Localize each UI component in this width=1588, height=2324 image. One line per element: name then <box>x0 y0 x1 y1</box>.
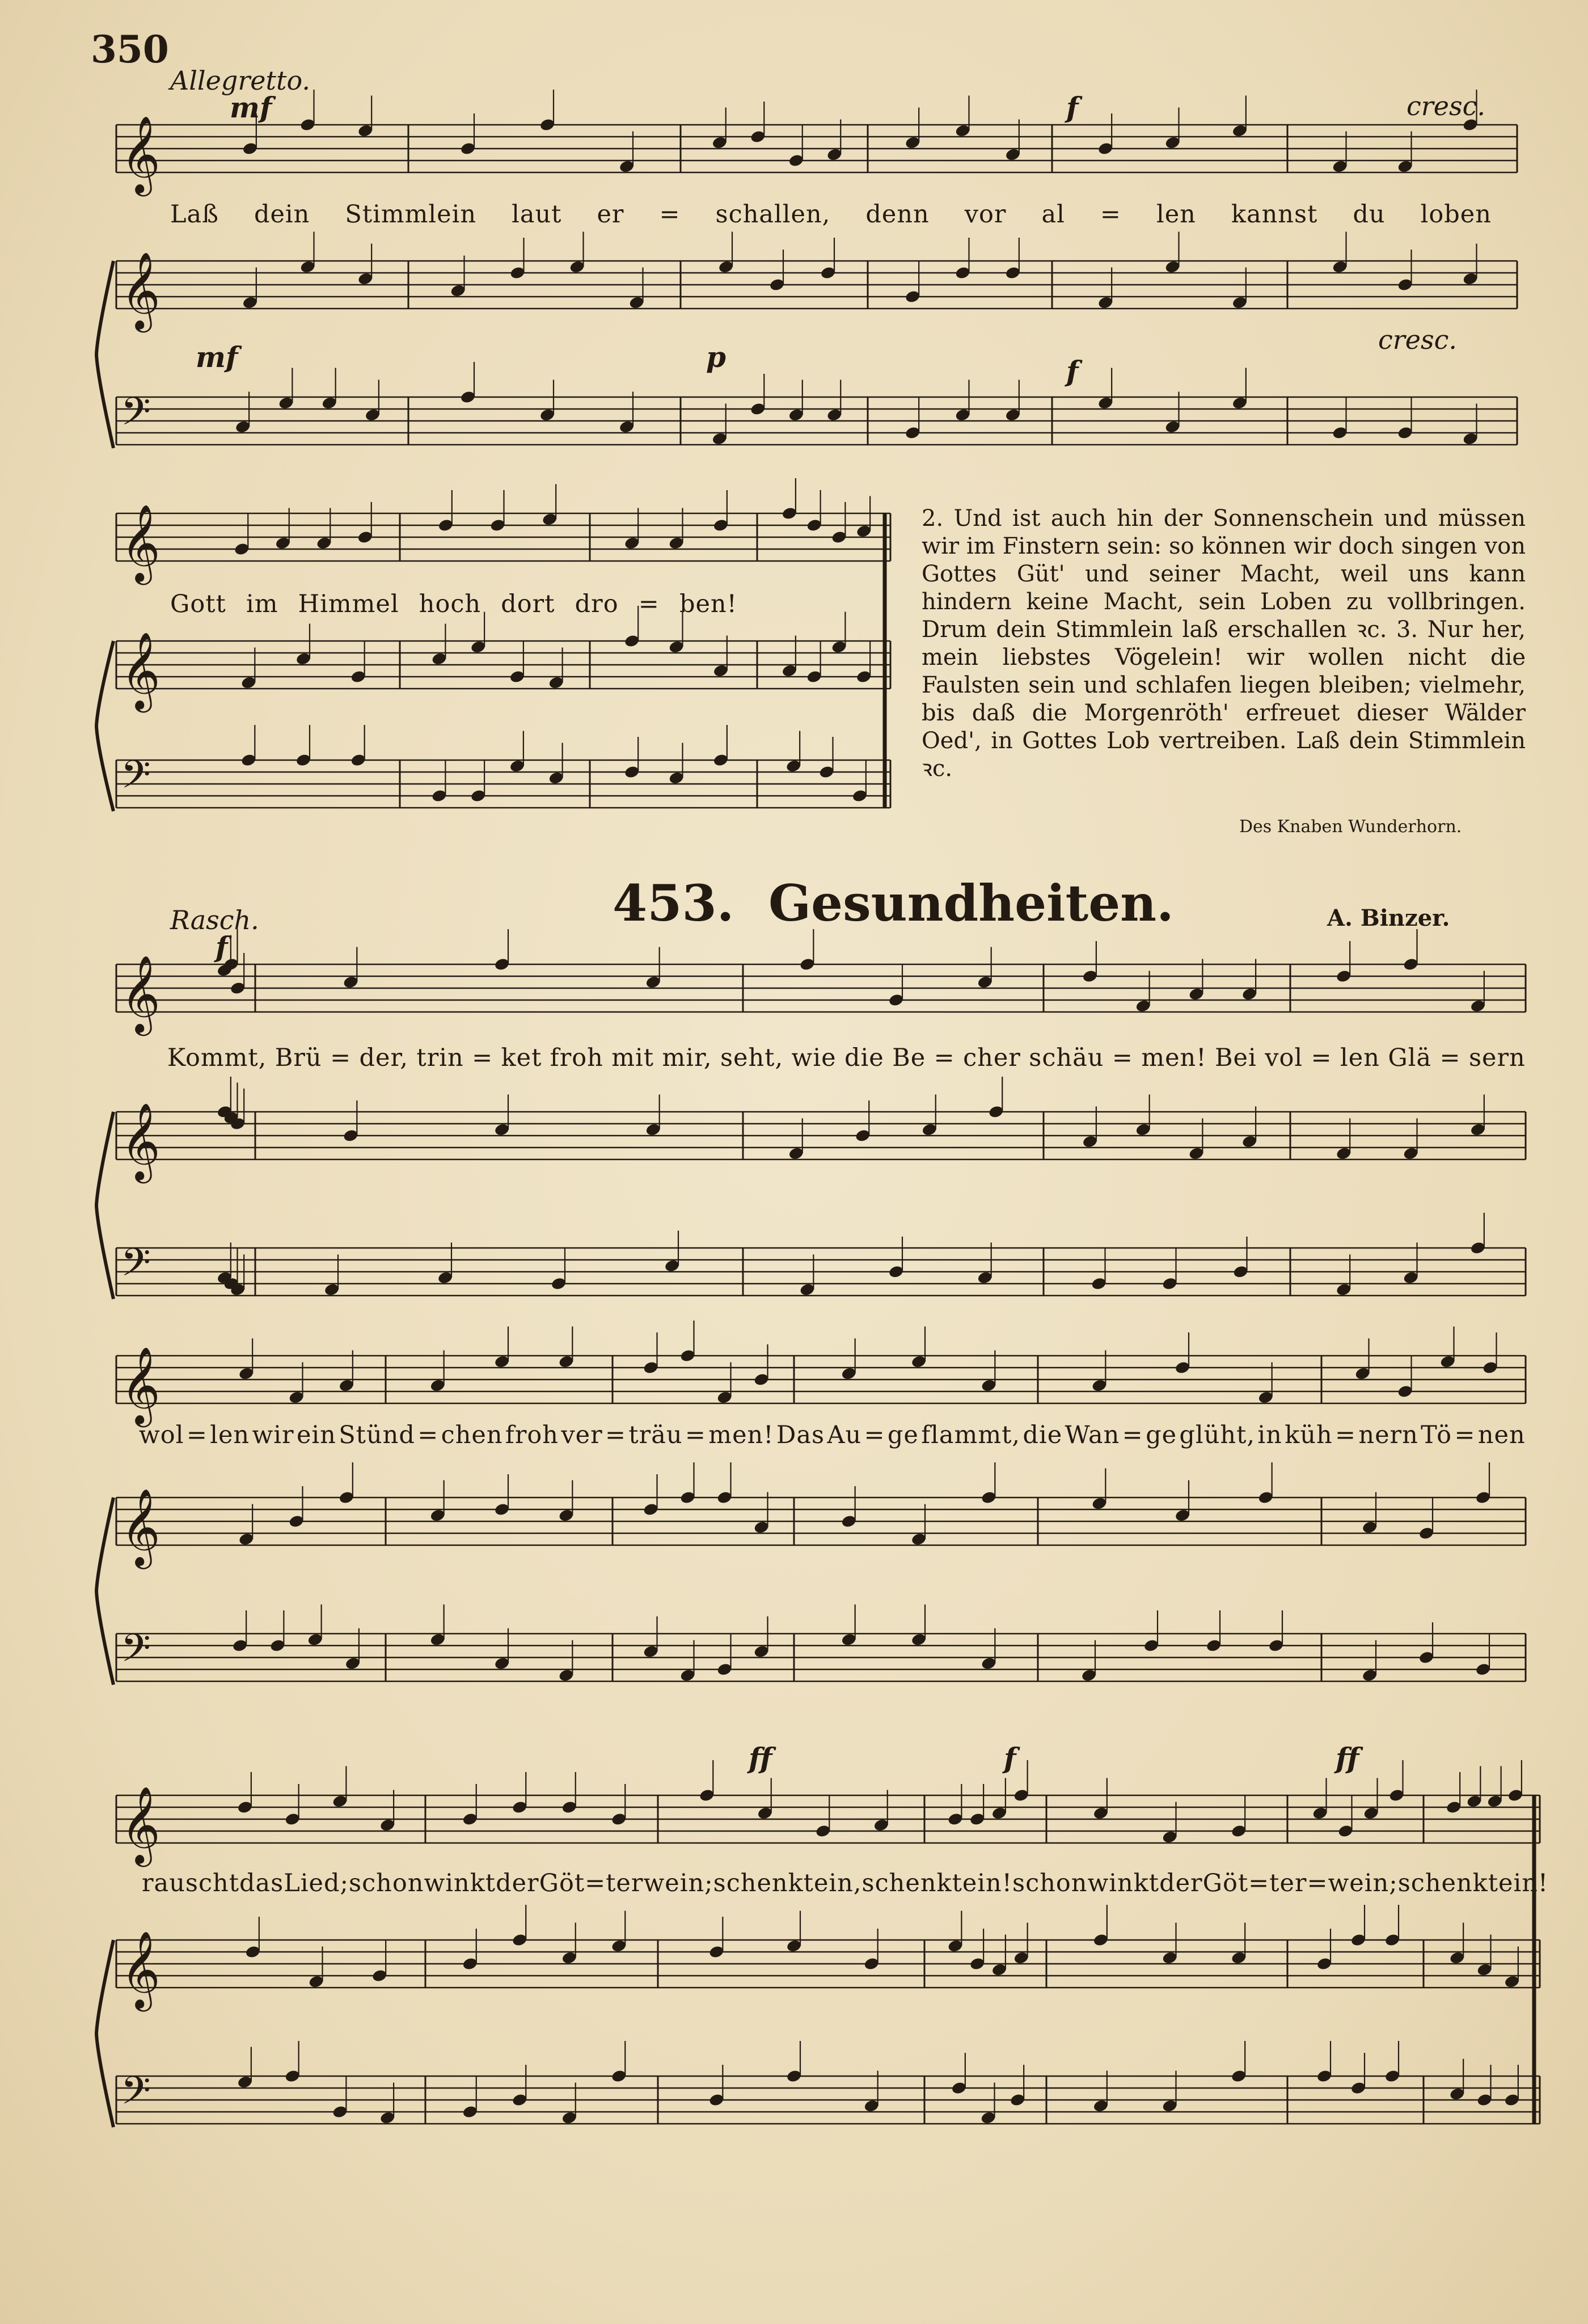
lyric-syllable: chen <box>441 1421 503 1449</box>
lyric-syllable: terwein; <box>606 1869 713 1897</box>
dyn-piano-p: p <box>706 340 726 374</box>
lyric-syllable: ket <box>501 1044 542 1072</box>
page-number: 350 <box>91 27 169 71</box>
bass-clef-icon: 𝄢 <box>121 753 151 807</box>
lyric-syllable: men! <box>1141 1044 1207 1072</box>
lyric-syllable: ein <box>296 1421 336 1449</box>
treble-clef-icon: 𝄞 <box>121 1930 161 2008</box>
dyn-piano-f: f <box>1066 355 1079 388</box>
dyn-voice-cresc: cresc. <box>1407 91 1485 121</box>
treble-clef-icon: 𝄞 <box>121 631 161 709</box>
bass-clef-icon: 𝄢 <box>121 2069 151 2123</box>
lyric-syllable: Laß <box>170 200 219 229</box>
lyric-syllable: glüht, <box>1179 1421 1256 1449</box>
lyric-syllable: Lied; <box>284 1869 349 1897</box>
lyric-syllable: = <box>472 1044 493 1072</box>
lyric-syllable: der <box>496 1869 539 1897</box>
lyric-syllable: schenkt <box>713 1869 814 1897</box>
lyric-syllable: ter <box>1269 1869 1307 1897</box>
lyric-syllable: Göt <box>1202 1869 1249 1897</box>
lyric-syllable: froh <box>550 1044 603 1072</box>
source-credit: Des Knaben Wunderhorn. <box>1239 817 1462 837</box>
lyric-syllable: wein; <box>1328 1869 1398 1897</box>
lyric-syllable: Be <box>892 1044 926 1072</box>
treble-clef-icon: 𝄞 <box>121 1785 161 1863</box>
lyric-syllable: ge <box>887 1421 919 1449</box>
lyric-syllable: = <box>330 1044 352 1072</box>
treble-clef-icon: 𝄞 <box>121 1487 161 1566</box>
lyric-syllable: ein, <box>813 1869 862 1897</box>
lyric-syllable: Wan <box>1065 1421 1120 1449</box>
lyric-syllable: = <box>1307 1869 1328 1897</box>
lyric-syllable: men! <box>708 1421 774 1449</box>
lyric-syllable: die <box>1023 1421 1063 1449</box>
lyric-syllable: schon <box>349 1869 424 1897</box>
lyric-syllable: = <box>1248 1869 1270 1897</box>
lyric-syllable: nen <box>1477 1421 1526 1449</box>
lyric-syllable: froh <box>505 1421 559 1449</box>
treble-clef-icon: 𝄞 <box>121 1346 161 1424</box>
lyric-syllable: vol <box>1265 1044 1303 1072</box>
lyric-syllable: denn <box>865 200 930 229</box>
song-title-text: Gesundheiten. <box>768 874 1174 933</box>
lyric-syllable: er <box>597 200 624 229</box>
lyric-syllable: = <box>585 1869 606 1897</box>
lyric-syllable: seht, <box>720 1044 784 1072</box>
lyric-syllable: die <box>844 1044 884 1072</box>
treble-clef-icon: 𝄞 <box>121 1102 161 1180</box>
lyric-syllable: wir <box>252 1421 294 1449</box>
lyric-syllable: sern <box>1468 1044 1526 1072</box>
lyric-syllable: winkt <box>424 1869 496 1897</box>
brace <box>96 1940 113 2127</box>
lyric-syllable: = <box>659 200 681 229</box>
lyric-syllable: Das <box>776 1421 825 1449</box>
bass-clef-icon: 𝄢 <box>121 390 151 444</box>
lyric-syllable: nern <box>1358 1421 1418 1449</box>
brace <box>96 641 113 811</box>
composer: A. Binzer. <box>1327 905 1450 931</box>
dyn-song-ff-1: ff <box>749 1741 772 1775</box>
lyric-syllable: Tö <box>1421 1421 1452 1449</box>
treble-clef-icon: 𝄞 <box>121 115 161 193</box>
lyric-syllable: dort <box>501 590 555 618</box>
bass-clef-icon: 𝄢 <box>121 1241 151 1294</box>
lyric-syllable: hoch <box>419 590 482 618</box>
lyric-syllable: dro <box>575 590 619 618</box>
brace <box>96 261 113 448</box>
lyric-syllable: cher <box>963 1044 1021 1072</box>
lyric-syllable: = <box>1112 1044 1133 1072</box>
lyric-syllable: loben <box>1420 200 1492 229</box>
treble-clef-icon: 𝄞 <box>121 251 161 329</box>
lyric-syllable: winkt <box>1087 1869 1160 1897</box>
bass-clef-icon: 𝄢 <box>121 1626 151 1680</box>
treble-clef-icon: 𝄞 <box>121 503 161 581</box>
lyric-syllable: = <box>864 1421 885 1449</box>
dyn-voice-f: f <box>1066 91 1079 124</box>
dyn-song-f: f <box>216 930 228 964</box>
lyric-syllable: laut <box>512 200 562 229</box>
dyn-song-f-2: f <box>1004 1741 1016 1775</box>
lyric-syllable: flammt, <box>921 1421 1021 1449</box>
lyric-syllable: ben! <box>679 590 737 618</box>
lyric-syllable: schenkt <box>1397 1869 1499 1897</box>
lyric-syllable: Kommt, <box>167 1044 267 1072</box>
lyric-syllable: Brü <box>274 1044 322 1072</box>
lyric-syllable: vor <box>964 200 1007 229</box>
lyric-syllable: al <box>1041 200 1065 229</box>
lyric-syllable: Gott <box>170 590 226 618</box>
lyric-syllable: len <box>1156 200 1196 229</box>
lyric-syllable: küh <box>1285 1421 1333 1449</box>
lyric-syllable: wol <box>139 1421 184 1449</box>
lyric-syllable: = <box>1454 1421 1476 1449</box>
lyric-syllable: kannst <box>1231 200 1318 229</box>
lyric-syllable: = <box>638 590 660 618</box>
lyric-syllable: ver <box>561 1421 603 1449</box>
lyric-syllable: träu <box>628 1421 683 1449</box>
lyric-syllable: wie <box>791 1044 837 1072</box>
lyric-syllable: = <box>1122 1421 1143 1449</box>
lyric-syllable: schon <box>1012 1869 1088 1897</box>
dyn-piano-cresc: cresc. <box>1378 324 1457 355</box>
lyric-syllable: Stünd <box>339 1421 415 1449</box>
lyric-syllable: schallen, <box>715 200 831 229</box>
lyric-syllable: len <box>210 1421 250 1449</box>
lyric-syllable: rauscht <box>142 1869 240 1897</box>
lyric-syllable: = <box>934 1044 955 1072</box>
lyric-syllable: trin <box>416 1044 464 1072</box>
lyric-syllable: der <box>1159 1869 1203 1897</box>
brace <box>96 1498 113 1685</box>
lyric-syllable: len <box>1340 1044 1380 1072</box>
lyric-syllable: = <box>1439 1044 1461 1072</box>
lyric-syllable: Bei <box>1214 1044 1257 1072</box>
lyric-syllable: in <box>1257 1421 1282 1449</box>
dyn-voice-mf: mf <box>230 91 272 124</box>
lyric-syllable: schenkt <box>861 1869 962 1897</box>
dyn-piano-mf: mf <box>196 340 238 374</box>
lyric-syllable: mir, <box>662 1044 712 1072</box>
lyric-syllable: = <box>1100 200 1121 229</box>
lyric-syllable: = <box>417 1421 439 1449</box>
tempo-prev: Allegretto. <box>170 65 311 96</box>
tempo-song: Rasch. <box>170 905 259 935</box>
treble-clef-icon: 𝄞 <box>121 954 161 1032</box>
dyn-song-ff-2: ff <box>1336 1741 1359 1775</box>
lyric-syllable: Himmel <box>298 590 399 618</box>
lyric-syllable: du <box>1353 200 1386 229</box>
lyric-syllable: = <box>685 1421 706 1449</box>
lyric-syllable: ge <box>1146 1421 1177 1449</box>
lyric-syllable: dein <box>254 200 310 229</box>
lyric-syllable: mit <box>611 1044 654 1072</box>
stanza-text: 2. Und ist auch hin der Sonnenschein und müssen wir im Finstern sein: so können wir doch singen von Gottes Güt' und seiner Macht, weil uns kann hindern keine Macht, sein Loben zu vollbringen. Drum dein Stimmlein laß erschallen ꝛc. 3. Nur her, mein liebstes Vögelein! wir wollen nicht die Faulsten sein und schlafen liegen bleiben; vielmehr, bis daß die Morgenröth' erfreuet dieser Wälder Oed', in Gottes Lob vertreiben. Laß dein Stimmlein ꝛc. <box>922 505 1526 782</box>
lyric-syllable: = <box>186 1421 208 1449</box>
lyric-syllable: ein! <box>1498 1869 1549 1897</box>
lyric-syllable: Göt <box>539 1869 585 1897</box>
song-number: 453. <box>613 874 734 933</box>
lyric-syllable: im <box>246 590 278 618</box>
lyric-syllable: das <box>239 1869 284 1897</box>
lyric-syllable: ein! <box>962 1869 1013 1897</box>
lyric-syllable: schäu <box>1029 1044 1104 1072</box>
lyric-syllable: Stimmlein <box>345 200 477 229</box>
lyric-syllable: Au <box>827 1421 862 1449</box>
lyric-syllable: = <box>1335 1421 1357 1449</box>
lyric-syllable: = <box>1311 1044 1332 1072</box>
lyric-syllable: = <box>605 1421 627 1449</box>
lyric-syllable: Glä <box>1388 1044 1432 1072</box>
lyric-syllable: der, <box>359 1044 408 1072</box>
brace <box>96 1112 113 1299</box>
